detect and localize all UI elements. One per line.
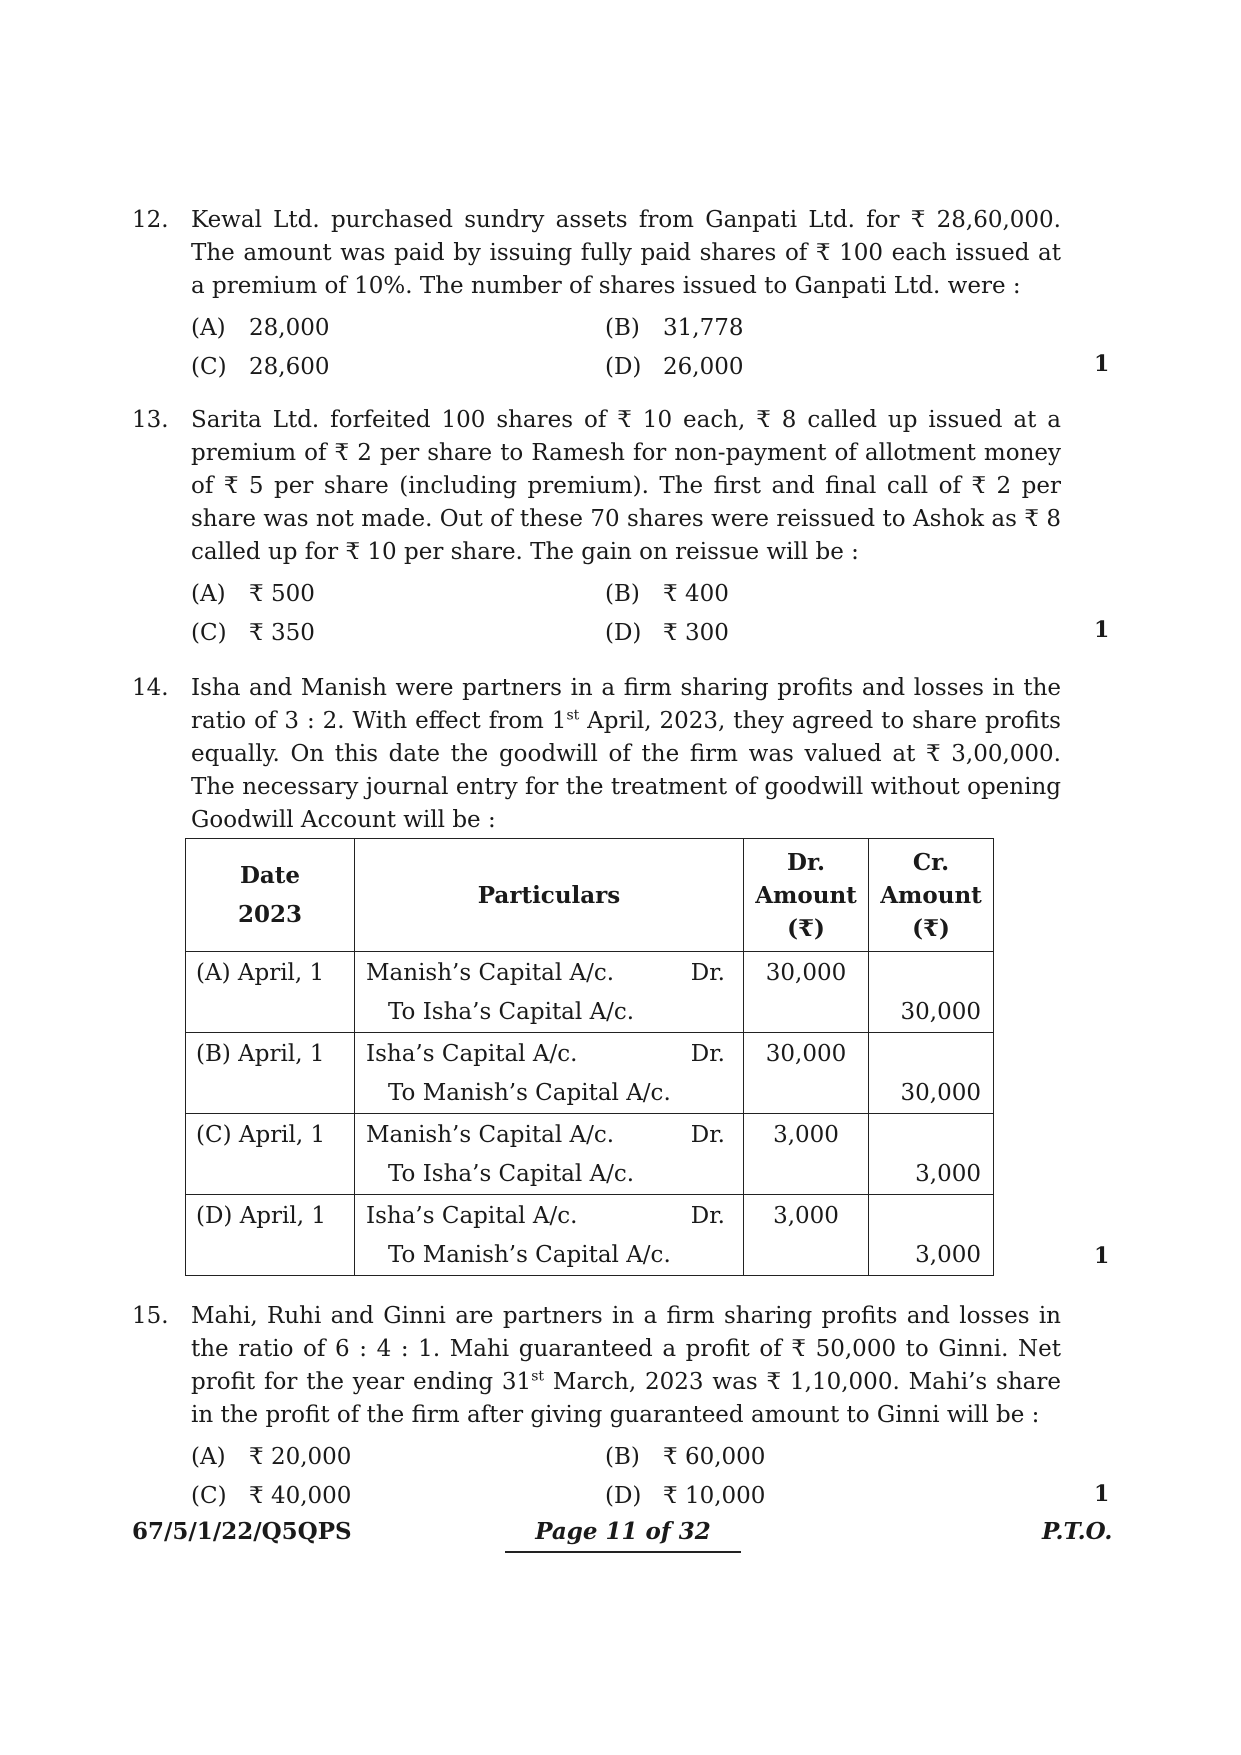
- option-d: (D) ₹ 10,000: [605, 1483, 766, 1509]
- question-text: Kewal Ltd. purchased sundry assets from Ganpati Ltd. for ₹ 28,60,000. The amount was paid by issuing fully paid shares of ₹ 100 each issued at a premium of 10%. The number of shares issued to Ganpati Ltd. were :: [191, 207, 1061, 299]
- marks: 1: [1094, 1481, 1110, 1507]
- table-row: (A) April, 1 Manish’s Capital A/c. Dr. To Isha’s Capital A/c. 30,000 30,000: [186, 952, 994, 1033]
- question-13: [132, 404, 1132, 656]
- option-d: (D) ₹ 300: [605, 620, 729, 646]
- journal-entry-table: [185, 838, 994, 1276]
- question-number: 15.: [132, 1303, 169, 1329]
- option-d: (D) 26,000: [605, 354, 744, 380]
- question-15: [132, 1300, 1132, 1519]
- question-text: Isha and Manish were partners in a firm sharing profits and losses in the ratio of 3 : 2. With effect from 1st April, 2023, they agreed to share profits equally. On this date the goodwill of the firm was valued at ₹ 3,00,000. The necessary journal entry for the treatment of goodwill without opening Goodwill Account will be :: [191, 675, 1061, 833]
- question-12: [132, 204, 1132, 390]
- question-number: 13.: [132, 407, 169, 433]
- marks: 1: [1094, 617, 1110, 643]
- marks: 1: [1094, 1243, 1110, 1269]
- option-a: (A) 28,000: [191, 315, 330, 341]
- header-date: Date 2023: [186, 839, 355, 952]
- option-b: (B) ₹ 400: [605, 581, 729, 607]
- marks: 1: [1094, 351, 1110, 377]
- header-dr-amount: Dr. Amount (₹): [744, 839, 869, 952]
- paper-code: 67/5/1/22/Q5QPS: [132, 1518, 352, 1545]
- header-particulars: Particulars: [355, 839, 744, 952]
- question-number: 14.: [132, 675, 169, 701]
- option-c: (C) ₹ 40,000: [191, 1483, 352, 1509]
- option-a: (A) ₹ 500: [191, 581, 315, 607]
- option-c: (C) ₹ 350: [191, 620, 315, 646]
- options: [191, 578, 1132, 656]
- table-row: (B) April, 1 Isha’s Capital A/c. Dr. To Manish’s Capital A/c. 30,000 30,000: [186, 1033, 994, 1114]
- page-number: Page 11 of 32: [505, 1518, 741, 1553]
- header-cr-amount: Cr. Amount (₹): [869, 839, 994, 952]
- options: [191, 1441, 1132, 1519]
- table-row: (D) April, 1 Isha’s Capital A/c. Dr. To Manish’s Capital A/c. 3,000 3,000: [186, 1195, 994, 1276]
- please-turn-over: P.T.O.: [1042, 1518, 1113, 1545]
- option-b: (B) ₹ 60,000: [605, 1444, 766, 1470]
- option-b: (B) 31,778: [605, 315, 744, 341]
- table-row: (C) April, 1 Manish’s Capital A/c. Dr. To Isha’s Capital A/c. 3,000 3,000: [186, 1114, 994, 1195]
- option-c: (C) 28,600: [191, 354, 330, 380]
- option-a: (A) ₹ 20,000: [191, 1444, 352, 1470]
- options: [191, 312, 1132, 390]
- question-text: Sarita Ltd. forfeited 100 shares of ₹ 10 each, ₹ 8 called up issued at a premium of ₹ 2 per share to Ramesh for non-payment of allotment money of ₹ 5 per share (including premium). The first and final call of ₹ 2 per share was not made. Out of these 70 shares were reissued to Ashok as ₹ 8 called up for ₹ 10 per share. The gain on reissue will be :: [191, 407, 1061, 565]
- question-text: Mahi, Ruhi and Ginni are partners in a firm sharing profits and losses in the ratio of 6 : 4 : 1. Mahi guaranteed a profit of ₹ 50,000 to Ginni. Net profit for the year ending 31st March, 2023 was ₹ 1,10,000. Mahi’s share in the profit of the firm after giving guaranteed amount to Ginni will be :: [191, 1303, 1061, 1428]
- question-number: 12.: [132, 207, 169, 233]
